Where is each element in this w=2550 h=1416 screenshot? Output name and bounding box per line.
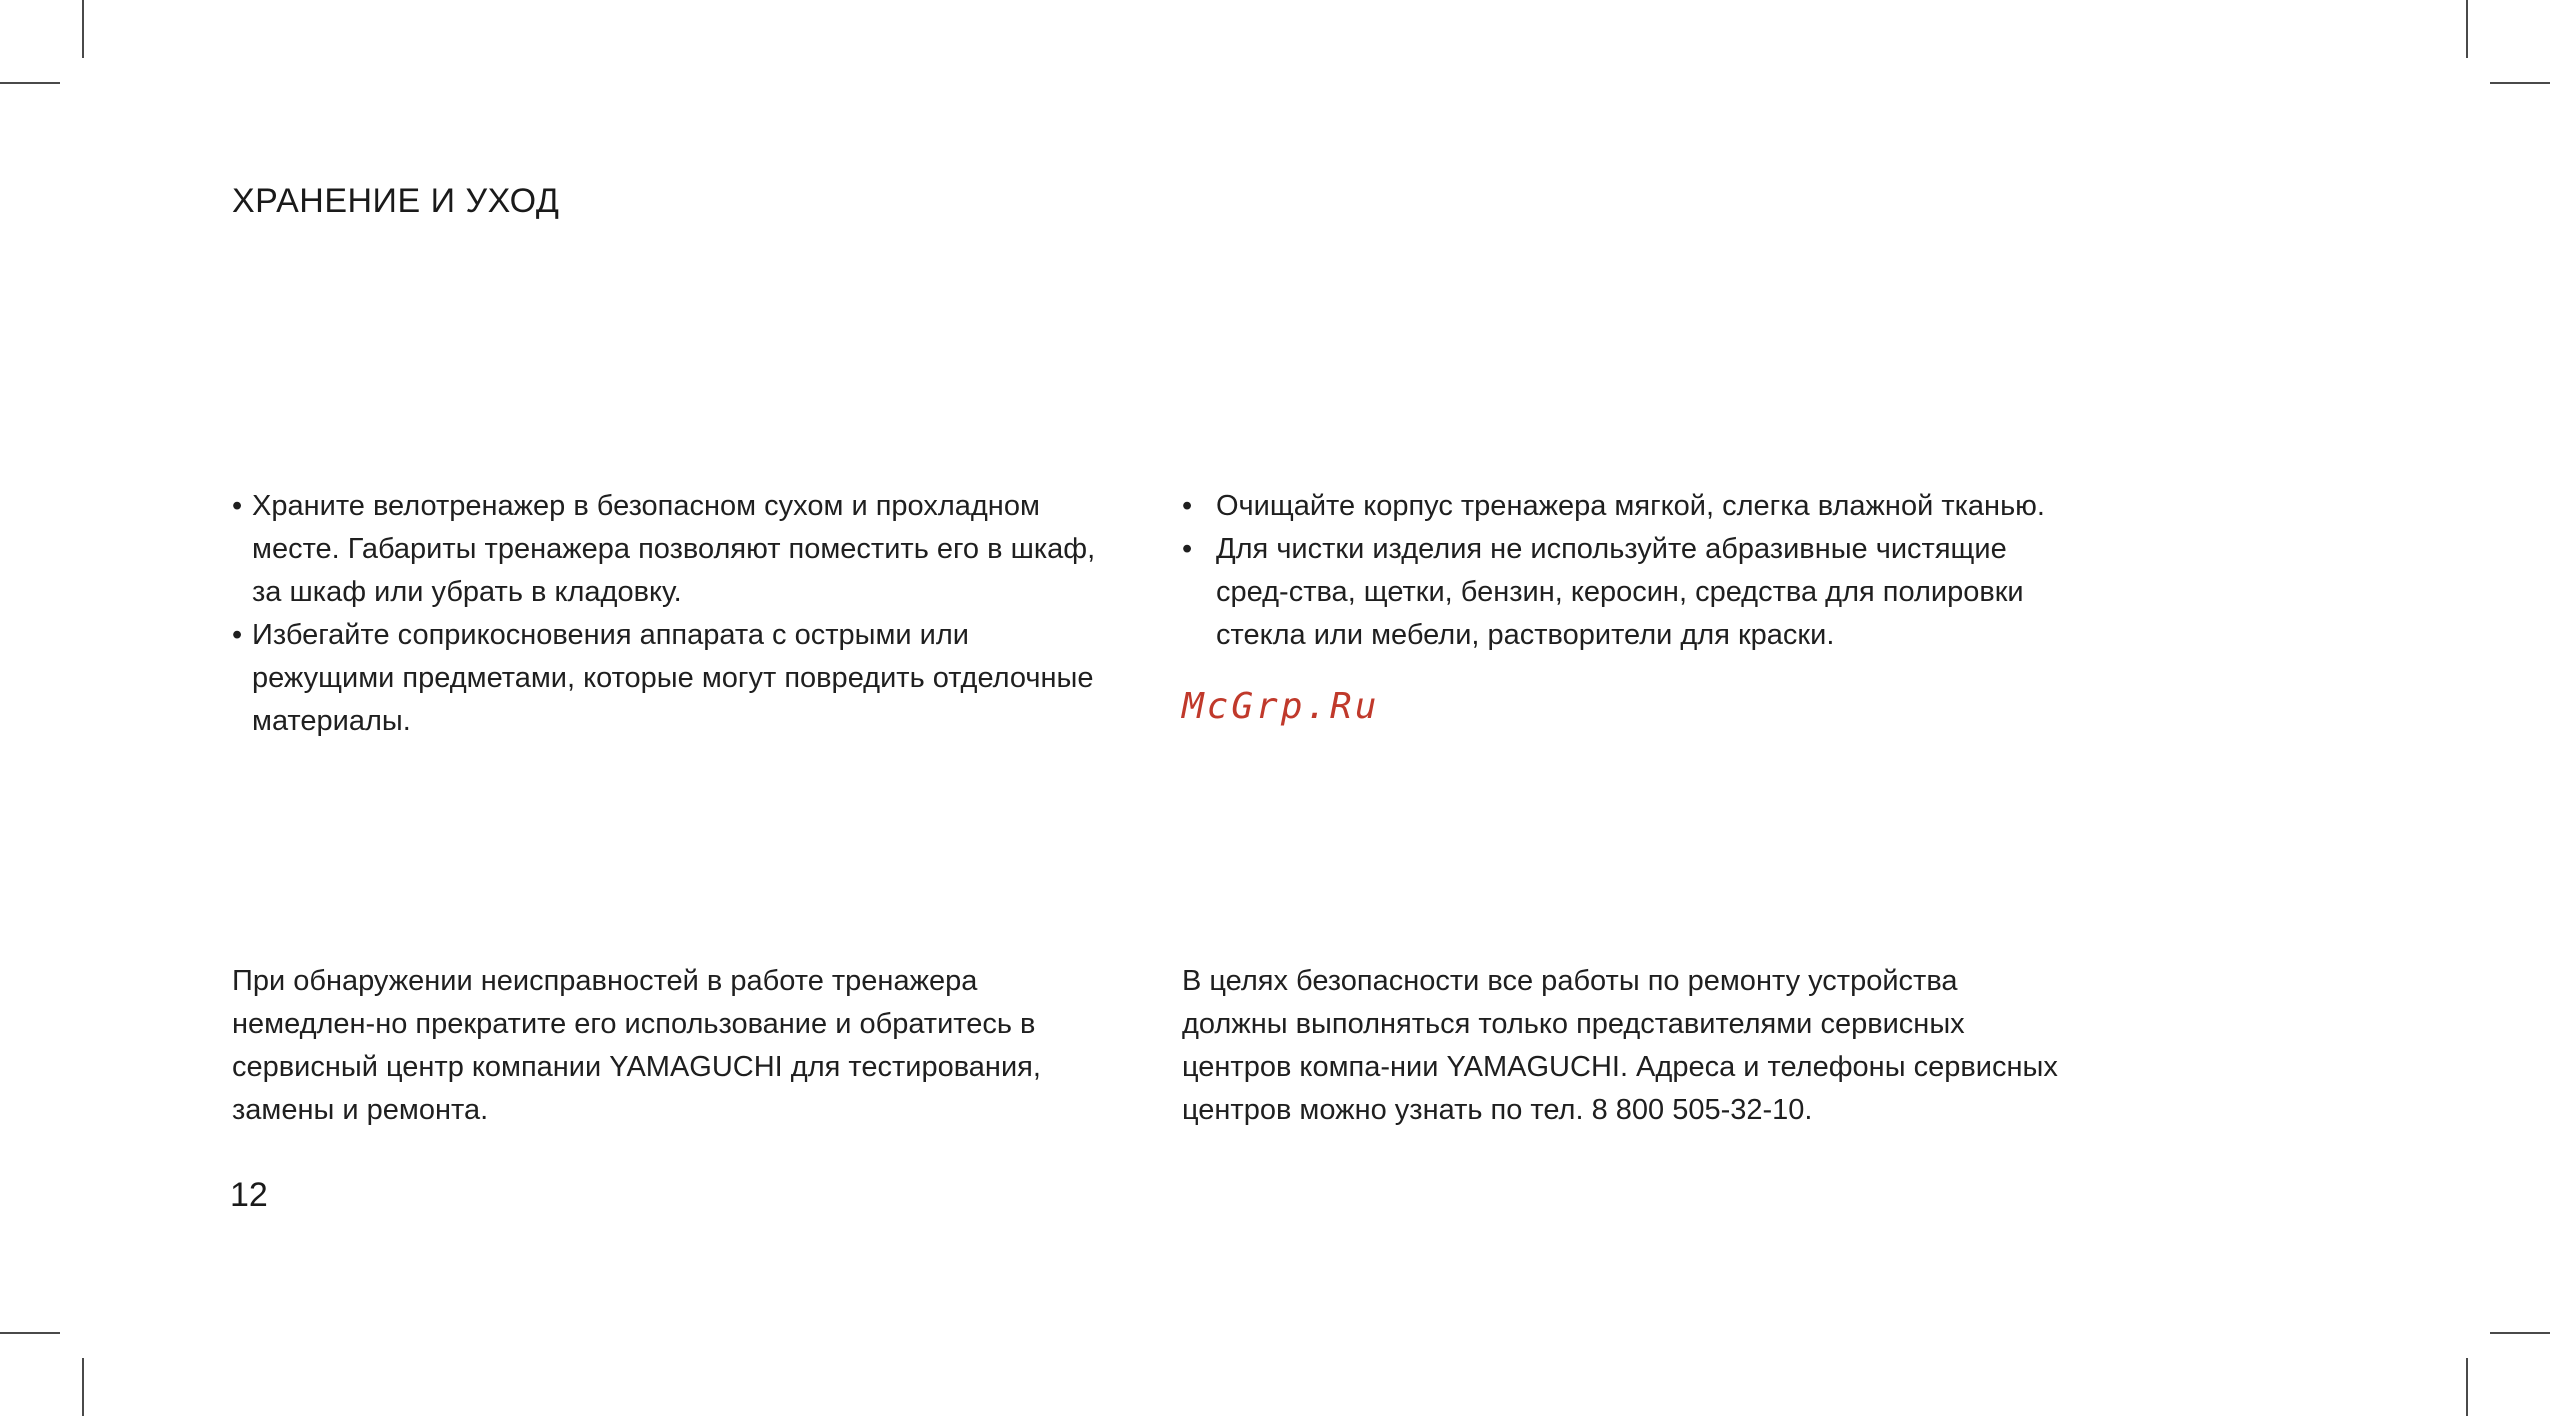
crop-mark-bottom-left-vertical	[82, 1358, 84, 1416]
care-list	[1182, 485, 2082, 657]
crop-mark-bottom-right-horizontal	[2490, 1332, 2550, 1334]
crop-mark-top-right-vertical	[2466, 0, 2468, 58]
watermark: McGrp.Ru	[1182, 686, 1380, 727]
list-item	[1182, 485, 2082, 528]
crop-mark-bottom-left-horizontal	[0, 1332, 60, 1334]
care-item-text: Очищайте корпус тренажера мягкой, слегка влажной тканью.	[1216, 490, 2045, 522]
bullet-icon: •	[232, 490, 243, 522]
crop-mark-top-left-vertical	[82, 0, 84, 58]
bullet-icon: •	[1182, 490, 1193, 522]
section-title: ХРАНЕНИЕ И УХОД	[232, 182, 560, 220]
storage-list	[232, 485, 1112, 743]
page-number: 12	[230, 1176, 268, 1214]
bullet-icon: •	[1182, 533, 1193, 565]
crop-mark-top-left-horizontal	[0, 82, 60, 84]
malfunction-paragraph: При обнаружении неисправностей в работе тренажера немедлен-но прекратите его использование и обратитесь в сервисный центр компании YAMAGUCHI для тестирования, замены и ремонта.	[232, 965, 1041, 1126]
crop-mark-top-right-horizontal	[2490, 82, 2550, 84]
crop-mark-bottom-right-vertical	[2466, 1358, 2468, 1416]
care-item-text: Для чистки изделия не используйте абразивные чистящие сред-ства, щетки, бензин, керосин, средства для полировки стекла или мебели, растворители для краски.	[1216, 533, 2024, 651]
list-item	[232, 485, 1112, 614]
repair-paragraph: В целях безопасности все работы по ремонту устройства должны выполняться только представителями сервисных центров компа-нии YAMAGUCHI. Адреса и телефоны сервисных центров можно узнать по тел. 8 800 505-32-10.	[1182, 965, 2058, 1126]
list-item	[232, 614, 1112, 743]
storage-item-text: Избегайте соприкосновения аппарата с острыми или режущими предметами, которые могут повредить отделочные материалы.	[252, 619, 1094, 737]
storage-item-text: Храните велотренажер в безопасном сухом и прохладном месте. Габариты тренажера позволяют поместить его в шкаф, за шкаф или убрать в кладовку.	[252, 490, 1096, 608]
bullet-icon: •	[232, 619, 243, 651]
list-item	[1182, 528, 2082, 657]
